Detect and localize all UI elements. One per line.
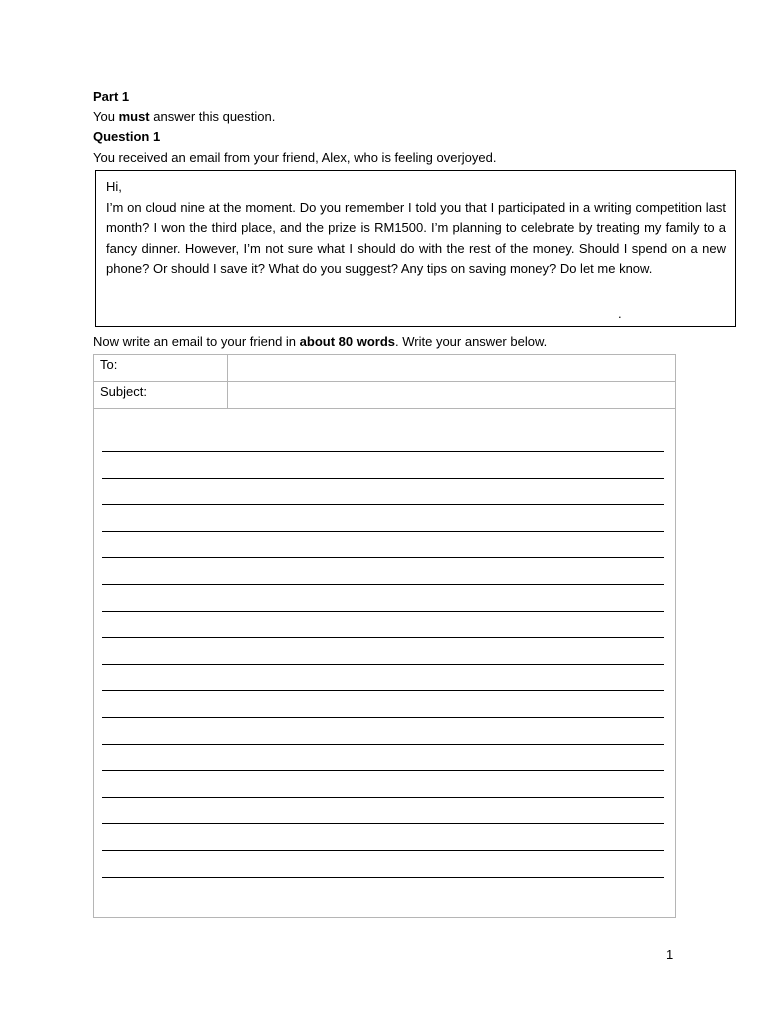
email-trailing-mark: .	[618, 306, 622, 321]
writing-line[interactable]	[102, 451, 664, 452]
writing-line[interactable]	[102, 664, 664, 665]
task-instruction: Now write an email to your friend in about 80 words. Write your answer below.	[93, 334, 548, 349]
writing-line[interactable]	[102, 637, 664, 638]
email-body: I’m on cloud nine at the moment. Do you remember I told you that I participated in a writing competition last month? I won the third place, and the prize is RM1500. I’m planning to celebrate by treating my family to a fancy dinner. However, I’m not sure what I should do with the rest of the money. Should I spend on a new phone? Or should I save it? What do you suggest? Any tips on saving money? Do let me know.	[106, 199, 726, 276]
writing-line[interactable]	[102, 531, 664, 532]
writing-line[interactable]	[102, 478, 664, 479]
email-content	[106, 177, 726, 280]
part-heading: Part 1	[93, 89, 130, 104]
writing-line[interactable]	[102, 770, 664, 771]
writing-line[interactable]	[102, 584, 664, 585]
question-intro: You received an email from your friend, Alex, who is feeling overjoyed.	[93, 150, 497, 165]
writing-line[interactable]	[102, 744, 664, 745]
page-number: 1	[666, 947, 674, 962]
writing-line[interactable]	[102, 877, 664, 878]
to-row	[94, 355, 675, 382]
writing-line[interactable]	[102, 850, 664, 851]
writing-line[interactable]	[102, 690, 664, 691]
subject-field[interactable]	[228, 382, 675, 408]
to-label: To:	[94, 355, 228, 381]
writing-line[interactable]	[102, 504, 664, 505]
email-box	[95, 170, 736, 327]
instruction-text: You must answer this question.	[93, 109, 276, 124]
writing-line[interactable]	[102, 717, 664, 718]
writing-line[interactable]	[102, 557, 664, 558]
question-heading: Question 1	[93, 129, 161, 144]
to-field[interactable]	[228, 355, 675, 381]
writing-line[interactable]	[102, 611, 664, 612]
writing-line[interactable]	[102, 823, 664, 824]
writing-line[interactable]	[102, 797, 664, 798]
answer-form	[93, 354, 676, 918]
email-greeting: Hi,	[106, 179, 122, 194]
subject-row	[94, 382, 675, 409]
subject-label: Subject:	[94, 382, 228, 408]
